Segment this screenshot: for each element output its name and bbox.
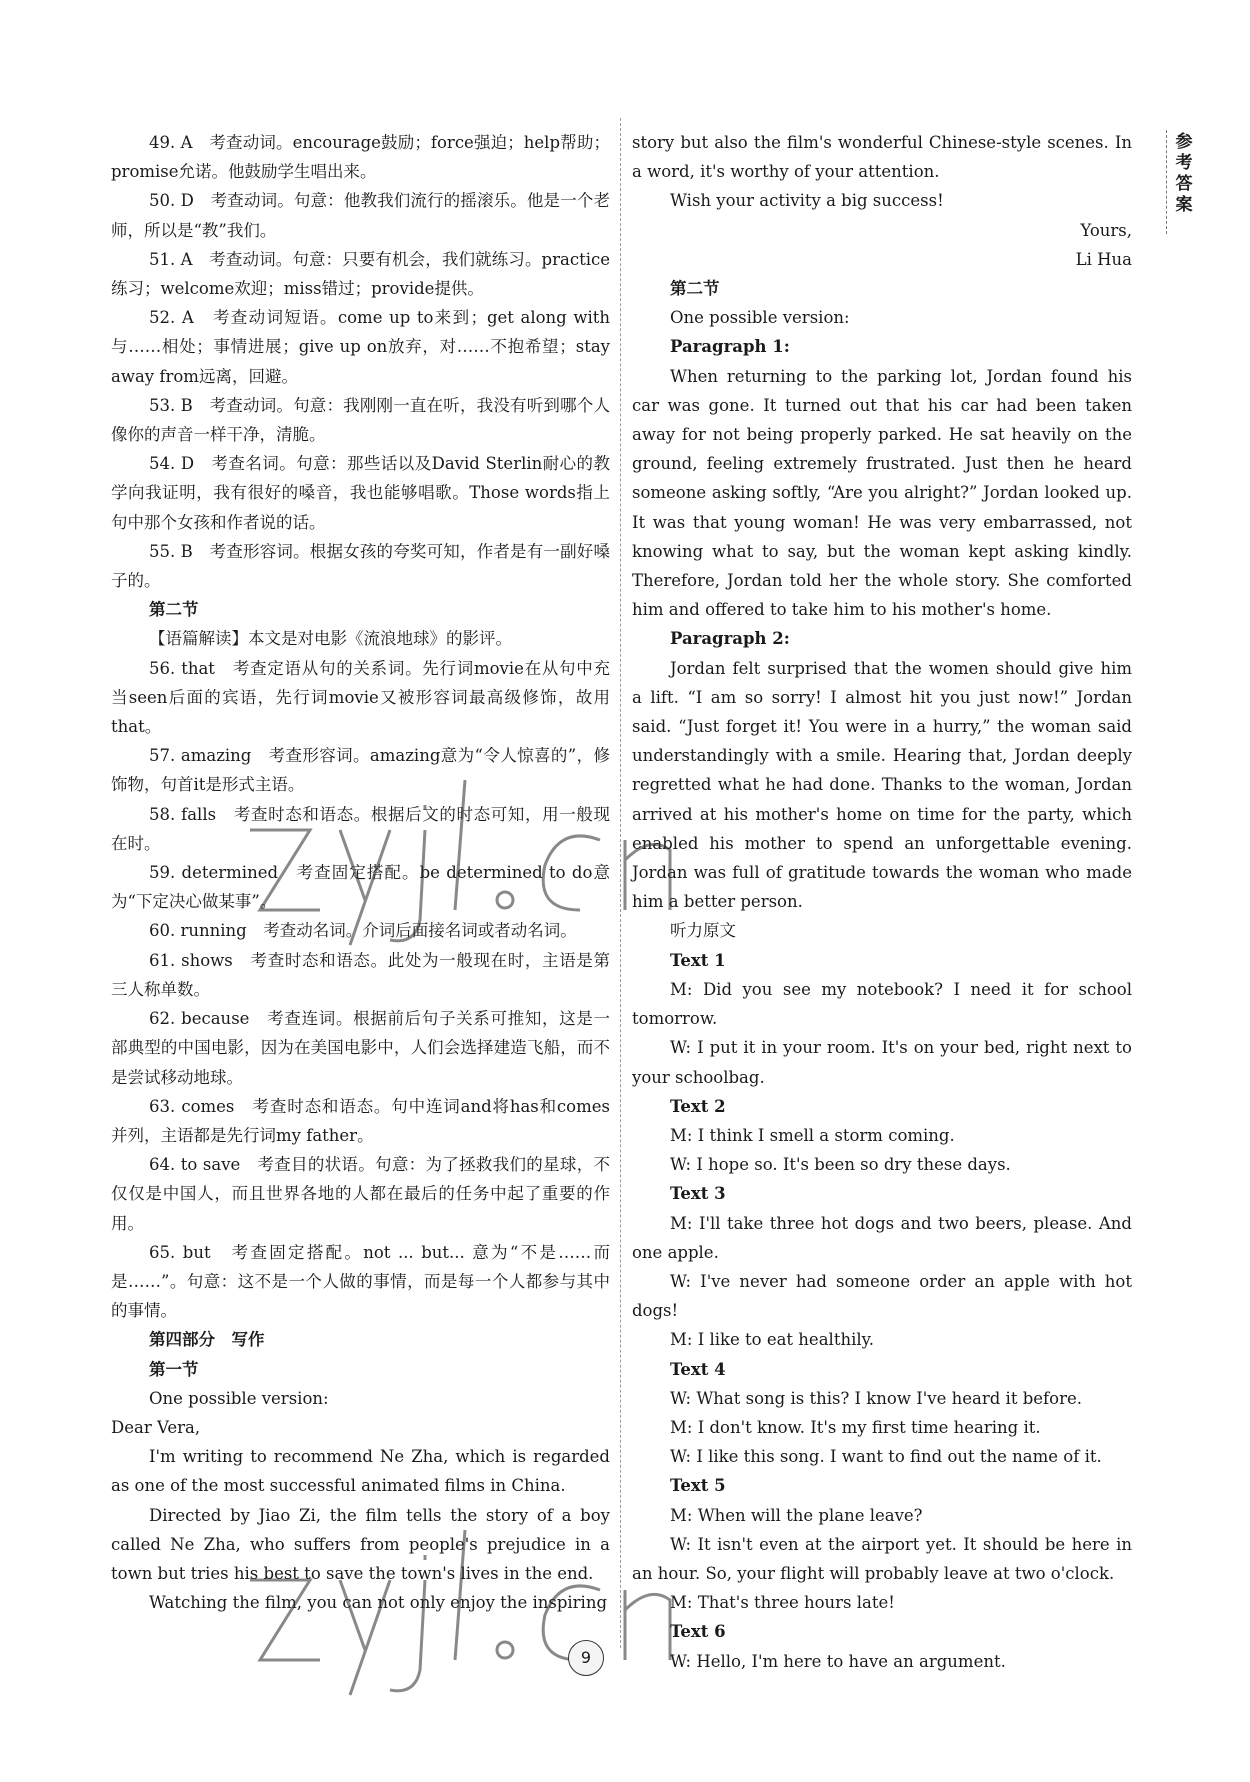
text-line: 56. that 考查定语从句的关系词。先行词movie在从句中充当seen后面的宾语，先行词movie又被形容词最高级修饰，故用that。 — [111, 658, 610, 737]
text-line: Text 3 — [670, 1184, 726, 1204]
column-divider — [620, 118, 621, 1648]
text-line: 50. D 考查动词。句意：他教我们流行的摇滚乐。他是一个老师，所以是“教”我们。 — [111, 191, 610, 240]
text-line: M: I'll take three hot dogs and two beers, please. And one apple. — [632, 1213, 1132, 1262]
text-line: 【语篇解读】本文是对电影《流浪地球》的影评。 — [149, 629, 512, 649]
text-line: W: I hope so. It's been so dry these days. — [670, 1155, 1011, 1175]
text-line: One possible version: — [149, 1388, 329, 1408]
text-line: Dear Vera, — [111, 1417, 201, 1437]
text-line: 第二节 — [149, 600, 199, 620]
side-tab-divider — [1166, 130, 1167, 234]
text-line: Li Hua — [1075, 249, 1132, 269]
text-line: 53. B 考查动词。句意：我刚刚一直在听，我没有听到哪个人像你的声音一样干净，清脆。 — [111, 395, 610, 445]
text-line: 第四部分 写作 — [149, 1330, 265, 1350]
text-line: 61. shows 考查时态和语态。此处为一般现在时，主语是第三人称单数。 — [111, 950, 610, 999]
text-line: One possible version: — [670, 308, 850, 328]
text-line: Paragraph 1: — [670, 337, 790, 357]
text-line: W: Hello, I'm here to have an argument. — [670, 1651, 1006, 1671]
text-line: Paragraph 2: — [670, 629, 790, 649]
text-line: 51. A 考查动词。句意：只要有机会，我们就练习。practice练习；welcome欢迎；miss错过；provide提供。 — [111, 249, 610, 299]
text-line: story but also the film's wonderful Chinese-style scenes. In a word, it's worthy of your attention. — [632, 133, 1132, 182]
side-tab-label: 参考答案 — [1175, 132, 1193, 215]
text-line: 63. comes 考查时态和语态。句中连词and将has和comes并列，主语都是先行词my father。 — [111, 1096, 610, 1145]
text-line: M: I think I smell a storm coming. — [670, 1125, 955, 1145]
text-line: Text 2 — [670, 1096, 726, 1116]
text-line: Text 5 — [670, 1476, 726, 1496]
left-column — [111, 128, 610, 1617]
text-line: M: I like to eat healthily. — [670, 1330, 875, 1350]
text-line: 60. running 考查动名词。介词后面接名词或者动名词。 — [149, 921, 577, 941]
text-line: 64. to save 考查目的状语。句意：为了拯救我们的星球，不仅仅是中国人，而且世界各地的人都在最后的任务中起了重要的作用。 — [111, 1155, 610, 1233]
text-line: W: I like this song. I want to find out the name of it. — [670, 1447, 1102, 1467]
text-line: M: When will the plane leave? — [670, 1505, 923, 1525]
text-line: W: What song is this? I know I've heard it before. — [670, 1388, 1082, 1408]
text-line: 49. A 考查动词。encourage鼓励；force强迫；help帮助；promise允诺。他鼓励学生唱出来。 — [111, 133, 610, 182]
text-line: Text 4 — [670, 1359, 726, 1379]
text-line: Wish your activity a big success! — [670, 191, 944, 211]
text-line: Jordan felt surprised that the women should give him a lift. “I am so sorry! I almost hit you just now!” Jordan said. “Just forget it! You were in a hurry,” the woman said understandingly with a smile. Hearing that, Jordan deeply regretted what he had done. Thanks to the woman, Jordan arrived at his mother's home on time for the party, which enabled his mother to spend an unforgettable evening. Jordan was full of gratitude towards the woman who made him a better person. — [632, 658, 1132, 912]
text-line: 55. B 考查形容词。根据女孩的夸奖可知，作者是有一副好嗓子的。 — [111, 541, 610, 591]
text-line: 57. amazing 考查形容词。amazing意为“令人惊喜的”，修饰物，句首it是形式主语。 — [111, 746, 610, 795]
text-line: W: I've never had someone order an apple with hot dogs! — [632, 1271, 1132, 1321]
text-line: Text 6 — [670, 1622, 726, 1642]
text-line: Text 1 — [670, 950, 726, 970]
text-line: 58. falls 考查时态和语态。根据后文的时态可知，用一般现在时。 — [111, 804, 610, 853]
text-line: 54. D 考查名词。句意：那些话以及David Sterlin耐心的教学向我证明，我有很好的嗓音，我也能够唱歌。Those words指上句中那个女孩和作者说的话。 — [111, 454, 610, 532]
text-line: 65. but 考查固定搭配。not ... but... 意为“不是……而是……”。句意：这不是一个人做的事情，而是每一个人都参与其中的事情。 — [111, 1242, 610, 1321]
text-line: W: I put it in your room. It's on your bed, right next to your schoolbag. — [632, 1038, 1132, 1087]
text-line: W: It isn't even at the airport yet. It should be here in an hour. So, your flight will probably leave at two o'clock. — [632, 1534, 1132, 1583]
text-line: 听力原文 — [670, 921, 736, 941]
text-line: 62. because 考查连词。根据前后句子关系可推知，这是一部典型的中国电影，因为在美国电影中，人们会选择建造飞船，而不是尝试移动地球。 — [111, 1009, 610, 1087]
text-line: 59. determined 考查固定搭配。be determined to do意为“下定决心做某事”。 — [111, 863, 610, 912]
text-line: 52. A 考查动词短语。come up to来到；get along with与……相处；事情进展；give up on放弃，对……不抱希望；stay away from远离，回避。 — [111, 308, 610, 386]
text-line: I'm writing to recommend Ne Zha, which is regarded as one of the most successful animated films in China. — [111, 1447, 610, 1496]
text-line: Yours, — [1080, 220, 1132, 240]
text-line: Watching the film, you can not only enjoy the inspiring — [149, 1593, 608, 1613]
page-number: 9 — [568, 1640, 604, 1676]
text-line: When returning to the parking lot, Jordan found his car was gone. It turned out that his car had been taken away for not being properly parked. He sat heavily on the ground, feeling extremely frustrated. Just then he heard someone asking softly, “Are you alright?” Jordan looked up. It was that young woman! He was very embarrassed, not knowing what to say, but the woman kept asking kindly. Therefore, Jordan told her the whole story. She comforted him and offered to take him to his mother's home. — [632, 366, 1132, 620]
text-line: M: Did you see my notebook? I need it for school tomorrow. — [632, 979, 1132, 1029]
text-line: 第二节 — [670, 279, 720, 299]
text-line: M: I don't know. It's my first time hearing it. — [670, 1417, 1041, 1437]
text-line: M: That's three hours late! — [670, 1593, 895, 1613]
text-line: 第一节 — [149, 1359, 199, 1379]
text-line: Directed by Jiao Zi, the film tells the story of a boy called Ne Zha, who suffers from people's prejudice in a town but tries his best to save the town's lives in the end. — [111, 1505, 610, 1583]
right-column — [632, 128, 1132, 1676]
